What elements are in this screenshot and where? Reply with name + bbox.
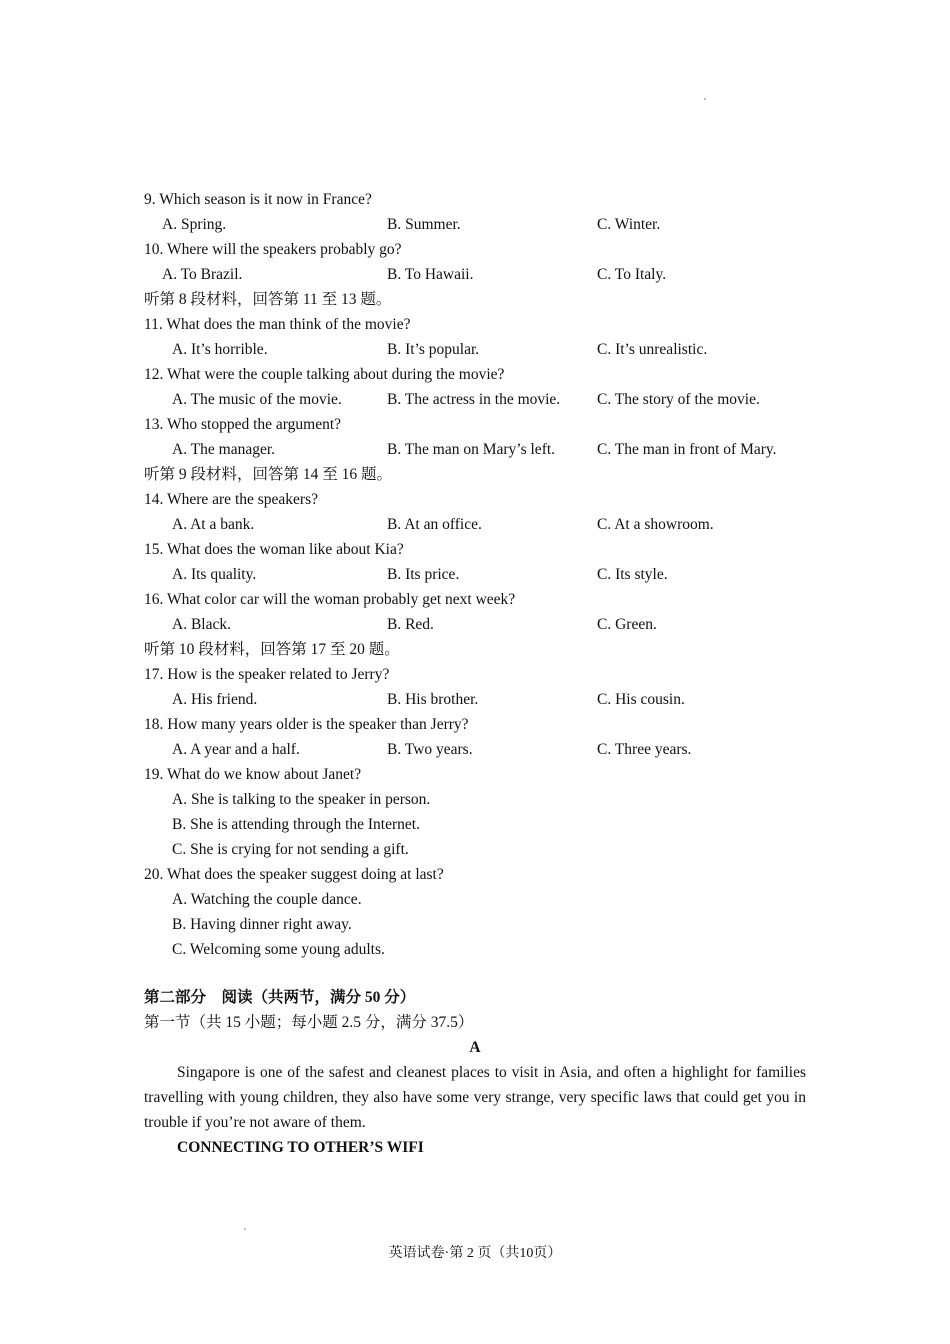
q14-option-a: A. At a bank. [172,516,255,533]
question-10: 10. Where will the speakers probably go? [144,241,402,258]
q9-option-a: A. Spring. [162,216,227,233]
q16-option-a: A. Black. [172,616,231,633]
q13-option-b: B. The man on Mary’s left. [387,441,556,458]
q16-option-b: B. Red. [387,616,434,633]
passage-paragraph: Singapore is one of the safest and cleanest places to visit in Asia, and often a highlight for families travelling with young children, they also have some very strange, very specific laws that could get you in trouble if you’re not aware of them. [144,1064,806,1131]
q9-option-c: C. Winter. [597,216,661,233]
question-12: 12. What were the couple talking about during the movie? [144,366,505,383]
q14-option-b: B. At an office. [387,516,482,533]
q13-option-c: C. The man in front of Mary. [597,441,777,458]
q12-option-a: A. The music of the movie. [172,391,342,408]
q12-option-c: C. The story of the movie. [597,391,760,408]
q13-option-a: A. The manager. [172,441,276,458]
q17-option-a: A. His friend. [172,691,258,708]
question-11: 11. What does the man think of the movie? [144,316,411,333]
q12-option-b: B. The actress in the movie. [387,391,561,408]
q15-option-a: A. Its quality. [172,566,257,583]
section-intro-8: 听第 8 段材料，回答第 11 至 13 题。 [144,291,392,308]
q15-option-b: B. Its price. [387,566,460,583]
question-9: 9. Which season is it now in France? [144,191,372,208]
q15-option-c: C. Its style. [597,566,668,583]
question-13: 13. Who stopped the argument? [144,416,342,433]
q17-option-b: B. His brother. [387,691,479,708]
section-intro-9: 听第 9 段材料，回答第 14 至 16 题。 [144,466,393,483]
q17-option-c: C. His cousin. [597,691,685,708]
q10-option-c: C. To Italy. [597,266,667,283]
section-intro-10: 听第 10 段材料，回答第 17 至 20 题。 [144,641,400,658]
q20-option-b: B. Having dinner right away. [172,916,352,933]
q18-option-b: B. Two years. [387,741,473,758]
q9-option-b: B. Summer. [387,216,461,233]
q19-option-c: C. She is crying for not sending a gift. [172,841,409,858]
q11-option-b: B. It’s popular. [387,341,480,358]
q20-option-c: C. Welcoming some young adults. [172,941,385,958]
q16-option-c: C. Green. [597,616,657,633]
question-15: 15. What does the woman like about Kia? [144,541,404,558]
passage-label: A [469,1039,481,1056]
question-16: 16. What color car will the woman probably get next week? [144,591,516,608]
q19-option-a: A. She is talking to the speaker in person. [172,791,431,808]
part2-heading: 第二部分 阅读（共两节，满分 50 分） [144,989,416,1006]
scan-dot [704,98,706,100]
section-1-heading: 第一节（共 15 小题；每小题 2.5 分，满分 37.5） [144,1014,474,1031]
question-18: 18. How many years older is the speaker than Jerry? [144,716,469,733]
question-17: 17. How is the speaker related to Jerry? [144,666,390,683]
passage-subheading: CONNECTING TO OTHER’S WIFI [177,1139,424,1156]
q11-option-c: C. It’s unrealistic. [597,341,708,358]
question-20: 20. What does the speaker suggest doing at last? [144,866,444,883]
q10-option-b: B. To Hawaii. [387,266,474,283]
q14-option-c: C. At a showroom. [597,516,714,533]
q18-option-c: C. Three years. [597,741,692,758]
question-19: 19. What do we know about Janet? [144,766,362,783]
q18-option-a: A. A year and a half. [172,741,300,758]
scan-dot [244,1228,246,1230]
q10-option-a: A. To Brazil. [162,266,243,283]
page-footer: 英语试卷·第 2 页（共10页） [388,1246,562,1261]
q19-option-b: B. She is attending through the Internet. [172,816,420,833]
q20-option-a: A. Watching the couple dance. [172,891,362,908]
q11-option-a: A. It’s horrible. [172,341,268,358]
question-14: 14. Where are the speakers? [144,491,318,508]
